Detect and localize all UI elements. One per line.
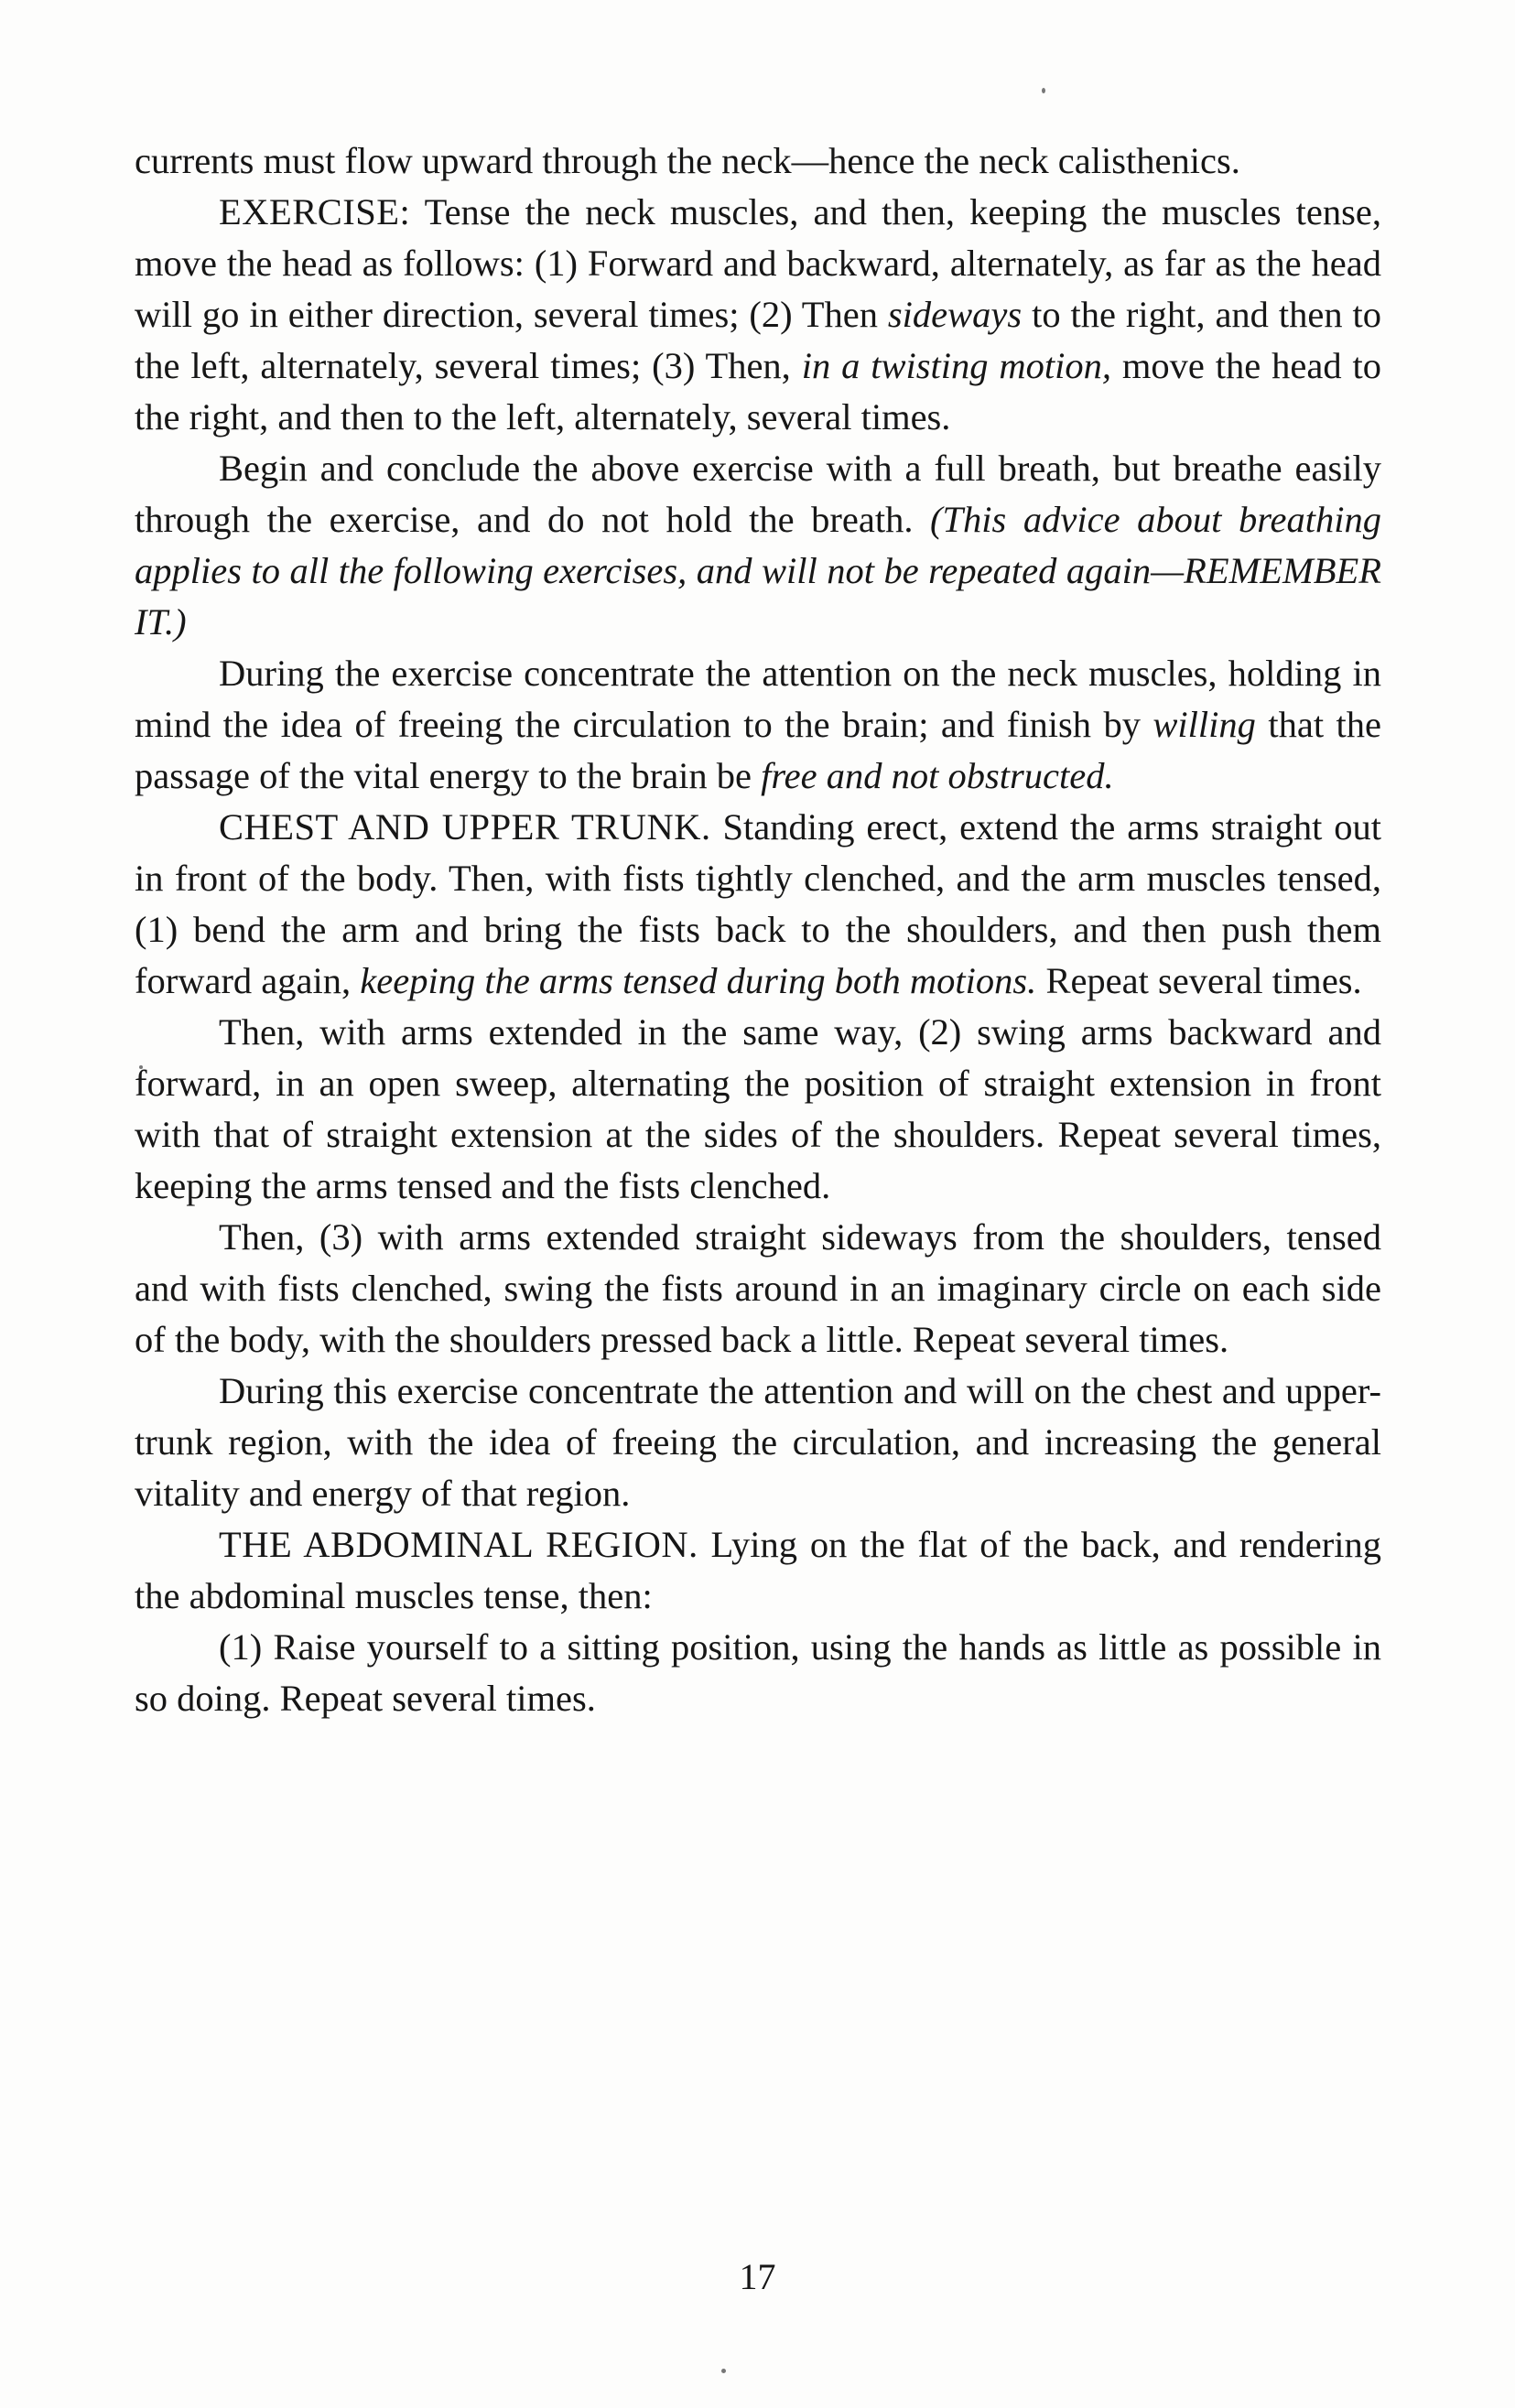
paragraph-text: Tense the neck muscles, and then, keeping the muscles tense, move the head as follows: (1) Forward and backward, alternately, as far as the head will go in either direction, several times; (2) Then xyxy=(135,191,1381,335)
paragraph-arm-circle xyxy=(135,1212,1381,1366)
paragraph-neck-exercise xyxy=(135,187,1381,443)
paragraph-text: that the passage of the vital energy to the brain be xyxy=(135,704,1381,796)
italic-text: in a twisting motion, xyxy=(801,345,1112,386)
paragraph-sit-up xyxy=(135,1622,1381,1724)
paragraph-chest-upper-trunk xyxy=(135,802,1381,1007)
print-speck xyxy=(1042,88,1045,93)
paragraph-text: currents must flow upward through the neck—hence the neck calisthenics. xyxy=(135,140,1240,181)
paragraph-text: Lying on the flat of the back, and rendering the abdominal muscles tense, then: xyxy=(135,1524,1381,1616)
paragraph-abdominal-region xyxy=(135,1519,1381,1622)
section-heading-exercise: EXERCISE: xyxy=(219,191,411,232)
italic-text: free and not obstructed. xyxy=(761,755,1114,796)
italic-text: keeping the arms tensed during both motions. xyxy=(360,960,1037,1001)
paragraph-text: During this exercise concentrate the attention and will on the chest and upper-trunk region, with the idea of freeing the circulation, and increasing the general vitality and energy of that region. xyxy=(135,1370,1381,1514)
paragraph-text: Begin and conclude the above exercise with a full breath, but breathe easily through the exercise, and do not hold the breath. xyxy=(135,448,1381,540)
section-heading-chest: CHEST AND UPPER TRUNK. xyxy=(219,806,711,848)
page-number: 17 xyxy=(739,2256,776,2297)
italic-text: sideways xyxy=(887,294,1023,335)
paragraph-text: move the head to the right, and then to the left, alternately, several times. xyxy=(135,345,1381,437)
paragraph-text: Repeat several times. xyxy=(1036,960,1362,1001)
paragraph-text: (1) Raise yourself to a sitting position, using the hands as little as possible in so doing. Repeat several times. xyxy=(135,1626,1381,1719)
paragraph-arm-swing xyxy=(135,1007,1381,1212)
paragraph-breathing-advice xyxy=(135,443,1381,648)
paragraph-chest-concentration xyxy=(135,1366,1381,1519)
paragraph-text: During the exercise concentrate the attention on the neck muscles, holding in mind the idea of freeing the circulation to the brain; and finish by xyxy=(135,653,1381,745)
paragraph-text: Then, (3) with arms extended straight sideways from the shoulders, tensed and with fists clenched, swing the fists around in an imaginary circle on each side of the body, with the shoulders pressed back a little. Repeat several times. xyxy=(135,1216,1381,1360)
paragraph-text: to the right, and then to the left, alternately, several times; (3) Then, xyxy=(135,294,1381,386)
italic-text: (This advice about breathing applies to all the following exercises, and will not be repeated again—REMEMBER IT.) xyxy=(135,499,1381,642)
paragraph-neck-concentration xyxy=(135,648,1381,802)
print-speck xyxy=(721,2369,726,2373)
italic-text: willing xyxy=(1152,704,1256,745)
paragraph-text: Standing erect, extend the arms straight out in front of the body. Then, with fists tightly clenched, and the arm muscles tensed, (1) bend the arm and bring the fists back to the shoulders, and then push them forward again, xyxy=(135,806,1382,1001)
section-heading-abdominal: THE ABDOMINAL REGION. xyxy=(219,1524,698,1565)
body-text xyxy=(135,135,1381,1724)
paragraph-text: Then, with arms extended in the same way, (2) swing arms backward and forward, in an open sweep, alternating the position of straight extension in front with that of straight extension at the sides of the shoulders. Repeat several times, keeping the arms tensed and the fists clenched. xyxy=(135,1011,1381,1206)
paragraph-neck-continuation xyxy=(135,135,1381,187)
